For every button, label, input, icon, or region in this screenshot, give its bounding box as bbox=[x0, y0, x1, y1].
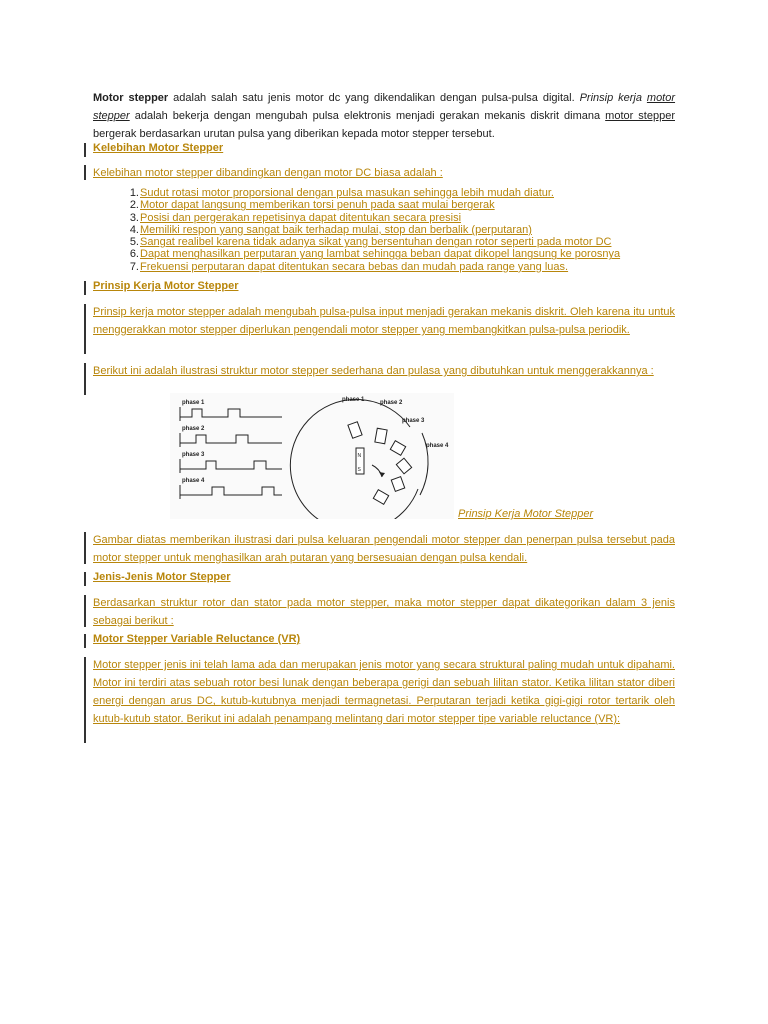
list-number: 1. bbox=[129, 187, 139, 199]
list-item-text[interactable]: Memiliki respon yang sangat baik terhadap mulai, stop dan berbalik (perputaran) bbox=[140, 223, 532, 236]
section-marker bbox=[84, 363, 86, 395]
phase-label: phase 3 bbox=[182, 452, 205, 458]
intro-text-3: bergerak berdasarkan urutan pulsa yang diberikan kepada motor stepper tersebut. bbox=[93, 128, 495, 140]
list-item-text[interactable]: Sangat realibel karena tidak adanya sikat yang bersentuhan dengan rotor seperti pada motor DC bbox=[140, 236, 612, 249]
heading-jenis[interactable]: Jenis-Jenis Motor Stepper bbox=[93, 571, 231, 583]
jenis-paragraph[interactable]: Berdasarkan struktur rotor dan stator pada motor stepper, maka motor stepper dapat dikategorikan dalam 3 jenis sebagai berikut : bbox=[93, 597, 675, 627]
motor-phase-label: phase 4 bbox=[426, 443, 449, 449]
list-number: 6. bbox=[129, 248, 139, 261]
list-item bbox=[93, 199, 675, 211]
intro-italic-motor-stepper[interactable]: motor stepper bbox=[93, 92, 676, 122]
phase-label: phase 4 bbox=[182, 478, 205, 484]
prinsip-paragraph-1[interactable]: Prinsip kerja motor stepper adalah mengubah pulsa-pulsa input menjadi gerakan mekanis diskrit. Oleh karena itu untuk menggerakkan motor stepper diperlukan pengendali motor stepper yang membangkitkan pulsa-pulsa periodik. bbox=[93, 306, 675, 336]
vr-paragraph[interactable]: Motor stepper jenis ini telah lama ada dan merupakan jenis motor yang secara struktural paling mudah untuk dipahami. Motor ini terdiri atas sebuah rotor besi lunak dengan beberapa gerigi dan sebuah lilitan stator. Ketika lilitan stator diberi energi dengan arus DC, kutub-kutubnya menjadi termagnetasi. Perputaran terjadi ketika gigi-gigi rotor tertarik oleh kutub-kutub stator. Berikut ini adalah penampang melintang dari motor stepper tipe variable reluctance (VR): bbox=[93, 659, 675, 725]
intro-bold-term: Motor stepper bbox=[93, 92, 169, 104]
list-item bbox=[93, 261, 675, 273]
kelebihan-list bbox=[93, 187, 675, 273]
motor-phase-label: phase 3 bbox=[402, 418, 425, 424]
heading-vr[interactable]: Motor Stepper Variable Reluctance (VR) bbox=[93, 633, 301, 645]
list-number: 7. bbox=[129, 260, 139, 273]
list-item bbox=[93, 236, 675, 248]
kelebihan-lead[interactable]: Kelebihan motor stepper dibandingkan dengan motor DC biasa adalah : bbox=[93, 167, 443, 179]
list-number: 3. bbox=[129, 211, 139, 224]
stator-pole bbox=[375, 428, 387, 444]
list-item-text[interactable]: Frekuensi perputaran dapat ditentukan secara bebas dan mudah pada range yang luas. bbox=[140, 260, 569, 273]
list-item bbox=[93, 248, 675, 260]
list-item bbox=[93, 224, 675, 236]
rotor-north-label: N bbox=[357, 453, 362, 459]
heading-prinsip[interactable]: Prinsip Kerja Motor Stepper bbox=[93, 280, 239, 292]
intro-underlined-term[interactable]: motor stepper bbox=[605, 110, 675, 122]
section-marker bbox=[84, 281, 86, 295]
section-marker bbox=[84, 634, 86, 648]
section-marker bbox=[84, 572, 86, 586]
list-item bbox=[93, 187, 675, 199]
intro-paragraph bbox=[93, 89, 675, 143]
list-item-text[interactable]: Motor dapat langsung memberikan torsi penuh pada saat mulai bergerak bbox=[140, 199, 495, 212]
section-marker bbox=[84, 143, 86, 157]
prinsip-paragraph-2[interactable]: Berikut ini adalah ilustrasi struktur motor stepper sederhana dan pulasa yang dibutuhkan untuk menggerakkannya : bbox=[93, 365, 654, 377]
list-item-text[interactable]: Dapat menghasilkan perputaran yang lambat sehingga beban dapat dikopel langsung ke porosnya bbox=[140, 248, 621, 261]
intro-text-1: adalah salah satu jenis motor dc yang dikendalikan dengan pulsa-pulsa digital. bbox=[168, 92, 580, 104]
intro-italic-prinsip: Prinsip kerja bbox=[579, 92, 647, 104]
motor-phase-label: phase 1 bbox=[342, 397, 365, 403]
figure-background bbox=[170, 393, 454, 519]
phase-label: phase 2 bbox=[182, 426, 205, 432]
list-number: 4. bbox=[129, 223, 139, 236]
heading-kelebihan[interactable]: Kelebihan Motor Stepper bbox=[93, 142, 224, 154]
stepper-illustration bbox=[170, 393, 454, 519]
list-number: 5. bbox=[129, 236, 139, 249]
section-marker bbox=[84, 304, 86, 354]
section-marker bbox=[84, 165, 86, 180]
section-marker bbox=[84, 595, 86, 627]
stepper-diagram bbox=[170, 393, 454, 519]
motor-phase-label: phase 2 bbox=[380, 400, 403, 406]
list-item-text[interactable]: Sudut rotasi motor proporsional dengan pulsa masukan sehingga lebih mudah diatur. bbox=[140, 187, 554, 199]
list-number: 2. bbox=[129, 199, 139, 212]
phase-label: phase 1 bbox=[182, 400, 205, 406]
list-item bbox=[93, 212, 675, 224]
figure-caption[interactable]: Prinsip Kerja Motor Stepper bbox=[458, 508, 594, 520]
prinsip-paragraph-3[interactable]: Gambar diatas memberikan ilustrasi dari pulsa keluaran pengendali motor stepper dan penerpan pulsa tersebut pada motor stepper untuk menghasilkan arah putaran yang bersesuaian dengan pulsa kendali. bbox=[93, 534, 675, 564]
rotor-south-label: S bbox=[357, 467, 361, 473]
section-marker bbox=[84, 532, 86, 564]
section-marker bbox=[84, 657, 86, 743]
list-item-text[interactable]: Posisi dan pergerakan repetisinya dapat ditentukan secara presisi bbox=[140, 211, 462, 224]
intro-text-2: adalah bekerja dengan mengubah pulsa elektronis menjadi gerakan mekanis diskrit dimana bbox=[129, 110, 606, 122]
